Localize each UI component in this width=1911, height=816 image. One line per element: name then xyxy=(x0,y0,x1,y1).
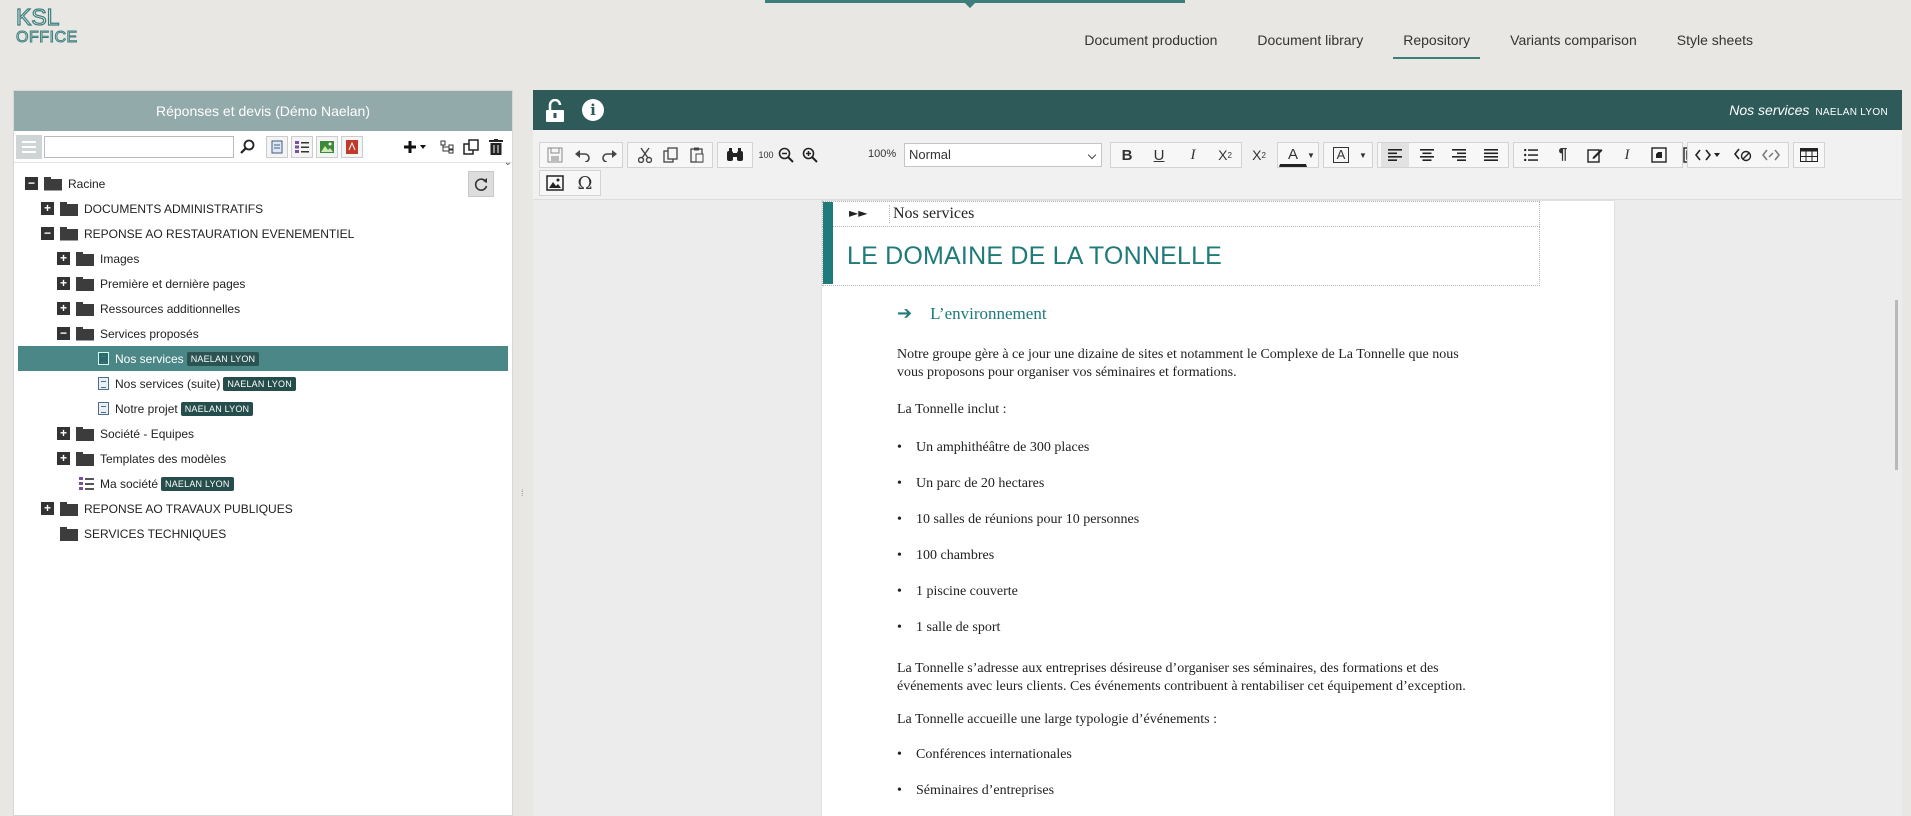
duplicate-icon[interactable] xyxy=(460,136,482,158)
trash-icon[interactable] xyxy=(485,136,507,158)
tree-node-label: Notre projet xyxy=(115,401,178,416)
clear-format-icon[interactable] xyxy=(1729,143,1757,167)
superscript-button[interactable]: X 2 xyxy=(1252,147,1266,163)
align-right-icon[interactable] xyxy=(1445,143,1473,167)
paragraph-intro[interactable]: Notre groupe gère à ce jour une dizaine de sites et notamment le Complexe de La Tonnelle que nous vous proposons pour organiser vos séminaires et formations. xyxy=(897,347,1459,380)
find-replace-icon[interactable] xyxy=(721,143,749,167)
insert-field-icon[interactable] xyxy=(1645,143,1673,167)
folder-open-icon xyxy=(76,327,94,341)
expand-icon[interactable]: + xyxy=(57,277,70,290)
tree-node-notre-projet[interactable] xyxy=(14,396,512,421)
unlock-icon[interactable] xyxy=(545,99,565,123)
document-name: Nos services xyxy=(1729,102,1810,118)
tree-structure-icon[interactable] xyxy=(436,136,458,158)
zoom-out-icon[interactable] xyxy=(775,143,797,167)
pilcrow-icon[interactable]: ¶ xyxy=(1558,146,1568,163)
subscript-button[interactable]: X 2 xyxy=(1218,147,1232,163)
italic-button[interactable]: I xyxy=(1190,146,1196,163)
folder-icon xyxy=(60,502,78,516)
tree-toolbar xyxy=(14,131,512,168)
chevron-down-icon[interactable]: ⌄ xyxy=(503,157,512,168)
tree-node-label: Nos services (suite) xyxy=(115,376,221,391)
nav-repository[interactable]: Repository xyxy=(1383,31,1490,57)
align-justify-icon[interactable] xyxy=(1477,143,1505,167)
tree-node-reponse-ao-restauration[interactable] xyxy=(14,221,512,246)
insert-image-icon[interactable] xyxy=(541,171,569,195)
document-title-block[interactable] xyxy=(822,227,1540,286)
folder-open-icon xyxy=(44,177,62,191)
zoom-level: 100% xyxy=(868,148,897,160)
tree-node-label: Ressources additionnelles xyxy=(100,301,241,316)
search-icon[interactable] xyxy=(236,136,258,158)
document-icon xyxy=(98,402,109,415)
expand-icon[interactable]: + xyxy=(41,502,54,515)
document-icon xyxy=(98,352,109,365)
tree-node-label: Racine xyxy=(68,176,106,191)
collapse-icon[interactable]: − xyxy=(57,327,70,340)
paragraph-style-select[interactable]: Normal xyxy=(904,143,1102,167)
pdf-filter-icon[interactable] xyxy=(341,136,363,158)
list-document-icon xyxy=(79,477,94,491)
status-badge: NAELAN LYON xyxy=(181,402,254,416)
tree-node-label: REPONSE AO RESTAURATION EVENEMENTIEL xyxy=(84,226,355,241)
arrow-right-icon: ➔ xyxy=(897,303,913,324)
tree-node-label: Première et dernière pages xyxy=(100,276,246,291)
tree-node-documents-administratifs[interactable] xyxy=(14,196,512,221)
tree-node-nos-services[interactable] xyxy=(18,346,508,371)
paragraph-typologie[interactable]: La Tonnelle accueille une large typologie d’événements : xyxy=(897,712,1217,727)
section-heading-text: L’environnement xyxy=(930,303,1047,323)
align-left-icon[interactable] xyxy=(1381,143,1409,167)
tree-node-premiere-derniere-pages[interactable] xyxy=(14,271,512,296)
expand-icon[interactable]: + xyxy=(57,427,70,440)
unlink-icon[interactable] xyxy=(1757,143,1785,167)
expand-icon[interactable]: + xyxy=(57,452,70,465)
folder-icon xyxy=(76,302,94,316)
bullet-list-icon[interactable] xyxy=(1517,143,1545,167)
tree-node-label: DOCUMENTS ADMINISTRATIFS xyxy=(84,201,264,216)
ksl-office-logo xyxy=(16,4,98,44)
expand-icon[interactable]: + xyxy=(57,302,70,315)
folder-icon xyxy=(60,527,78,541)
nav-style-sheets[interactable]: Style sheets xyxy=(1676,32,1753,48)
tree-node-label: REPONSE AO TRAVAUX PUBLIQUES xyxy=(84,501,293,516)
undo-icon[interactable] xyxy=(569,143,597,167)
table-icon[interactable] xyxy=(1795,143,1823,167)
align-center-icon[interactable] xyxy=(1413,143,1441,167)
nav-document-library[interactable]: Document library xyxy=(1257,32,1364,48)
nav-variants-comparison[interactable]: Variants comparison xyxy=(1510,32,1637,48)
font-color-dropdown-icon[interactable]: ▼ xyxy=(1307,150,1315,160)
list-view-icon[interactable] xyxy=(16,135,42,159)
tree-node-label: Services proposés xyxy=(100,326,199,341)
tree-node-services-techniques[interactable] xyxy=(14,521,512,546)
panel-splitter-handle[interactable]: ⁞ xyxy=(521,488,524,498)
document-canvas xyxy=(533,200,1902,816)
tree-node-nos-services-suite[interactable] xyxy=(14,371,512,396)
status-badge: NAELAN LYON xyxy=(161,477,234,491)
list-item[interactable]: • Un amphithéâtre de 300 places xyxy=(897,439,1089,457)
breadcrumb-arrows: ►► xyxy=(849,206,868,220)
repository-tree-panel xyxy=(13,90,513,816)
document-page[interactable] xyxy=(821,200,1615,816)
document-heading: LE DOMAINE DE LA TONNELLE xyxy=(847,242,1223,270)
highlight-color-button[interactable]: A xyxy=(1327,143,1355,167)
top-tab-marker[interactable] xyxy=(765,0,1185,3)
nav-document-production[interactable]: Document production xyxy=(1084,32,1218,48)
list-item[interactable]: • Séminaires d’entreprises xyxy=(897,782,1054,800)
tree-node-ressources-additionnelles[interactable] xyxy=(14,296,512,321)
edit-icon[interactable] xyxy=(1581,143,1609,167)
folder-icon xyxy=(76,427,94,441)
tree-node-ma-societe[interactable] xyxy=(14,471,512,496)
document-owner-badge: NAELAN LYON xyxy=(1815,107,1888,118)
list-item[interactable]: • 1 piscine couverte xyxy=(897,583,1018,601)
document-filter-icon[interactable] xyxy=(266,136,288,158)
zoom-reset-icon[interactable]: 100 xyxy=(758,150,774,160)
document-editor-panel xyxy=(533,90,1902,816)
tree-node-templates-des-modeles[interactable] xyxy=(14,446,512,471)
info-icon[interactable]: i xyxy=(582,99,604,121)
folder-open-icon xyxy=(60,227,78,241)
document-scrollbar[interactable] xyxy=(1895,300,1898,470)
tree-node-societe-equipes[interactable] xyxy=(14,421,512,446)
tree-node-label: SERVICES TECHNIQUES xyxy=(84,526,227,541)
repository-title: Réponses et devis (Démo Naelan) xyxy=(14,91,512,131)
folder-icon xyxy=(76,452,94,466)
copy-icon[interactable] xyxy=(657,143,685,167)
tree-node-label: Nos services xyxy=(115,351,184,366)
paste-icon[interactable] xyxy=(683,143,711,167)
editor-header xyxy=(533,90,1902,130)
document-breadcrumb[interactable] xyxy=(822,201,1540,227)
add-dropdown-button[interactable] xyxy=(401,136,431,158)
collapse-icon[interactable]: − xyxy=(25,177,38,190)
tree-search-input[interactable] xyxy=(44,136,234,158)
breadcrumb-text: Nos services xyxy=(889,205,974,223)
tree-node-images[interactable] xyxy=(14,246,512,271)
save-icon[interactable] xyxy=(541,143,569,167)
folder-icon xyxy=(76,252,94,266)
expand-icon[interactable]: + xyxy=(57,252,70,265)
folder-icon xyxy=(60,202,78,216)
tree-node-label: Images xyxy=(100,251,140,266)
editor-toolbar xyxy=(533,130,1902,200)
highlight-dropdown-icon[interactable]: ▼ xyxy=(1359,150,1367,160)
status-badge: NAELAN LYON xyxy=(187,352,260,366)
zoom-in-icon[interactable] xyxy=(799,143,821,167)
logo-text-bottom: OFFICE xyxy=(16,29,78,44)
tree-node-reponse-ao-travaux[interactable] xyxy=(14,496,512,521)
logo-text-top: KSL xyxy=(16,4,60,30)
list-item[interactable]: • 10 salles de réunions pour 10 personnes xyxy=(897,511,1139,529)
section-heading[interactable] xyxy=(897,303,1047,324)
folder-icon xyxy=(76,277,94,291)
main-nav xyxy=(1064,31,1773,57)
image-filter-icon[interactable] xyxy=(316,136,338,158)
special-character-icon[interactable]: Ω xyxy=(577,172,593,194)
tree-node-services-proposes[interactable] xyxy=(14,321,512,346)
italic-style-icon[interactable]: I xyxy=(1624,146,1630,163)
paragraph-inclut[interactable]: La Tonnelle inclut : xyxy=(897,402,1007,417)
list-filter-icon[interactable] xyxy=(291,136,313,158)
redo-icon[interactable] xyxy=(595,143,623,167)
tree-node-racine[interactable] xyxy=(14,171,512,196)
paragraph-description[interactable]: La Tonnelle s’adresse aux entreprises désireuse d’organiser ses séminaires, des formations et des événements avec leurs clients. Ces événements contribuent à rentabiliser cet équipement d’exception. xyxy=(897,661,1466,694)
tree-node-label: Templates des modèles xyxy=(100,451,227,466)
tree-node-label: Ma société xyxy=(100,476,159,491)
tree-node-label: Société - Equipes xyxy=(100,426,195,441)
code-dropdown-icon[interactable] xyxy=(1691,143,1725,167)
editor-document-title xyxy=(1729,102,1888,118)
collapse-icon[interactable]: − xyxy=(41,227,54,240)
document-icon xyxy=(98,377,109,390)
font-color-button[interactable]: A xyxy=(1279,143,1307,167)
underline-button[interactable]: U xyxy=(1153,146,1165,164)
list-item[interactable]: • 1 salle de sport xyxy=(897,619,1000,637)
cut-icon[interactable] xyxy=(631,143,659,167)
bold-button[interactable]: B xyxy=(1121,146,1133,164)
status-badge: NAELAN LYON xyxy=(223,377,296,391)
repository-tree xyxy=(14,163,512,546)
list-item[interactable]: • Un parc de 20 hectares xyxy=(897,475,1044,493)
expand-icon[interactable]: + xyxy=(41,202,54,215)
list-item[interactable]: • Conférences internationales xyxy=(897,746,1072,764)
list-item[interactable]: • 100 chambres xyxy=(897,547,994,565)
